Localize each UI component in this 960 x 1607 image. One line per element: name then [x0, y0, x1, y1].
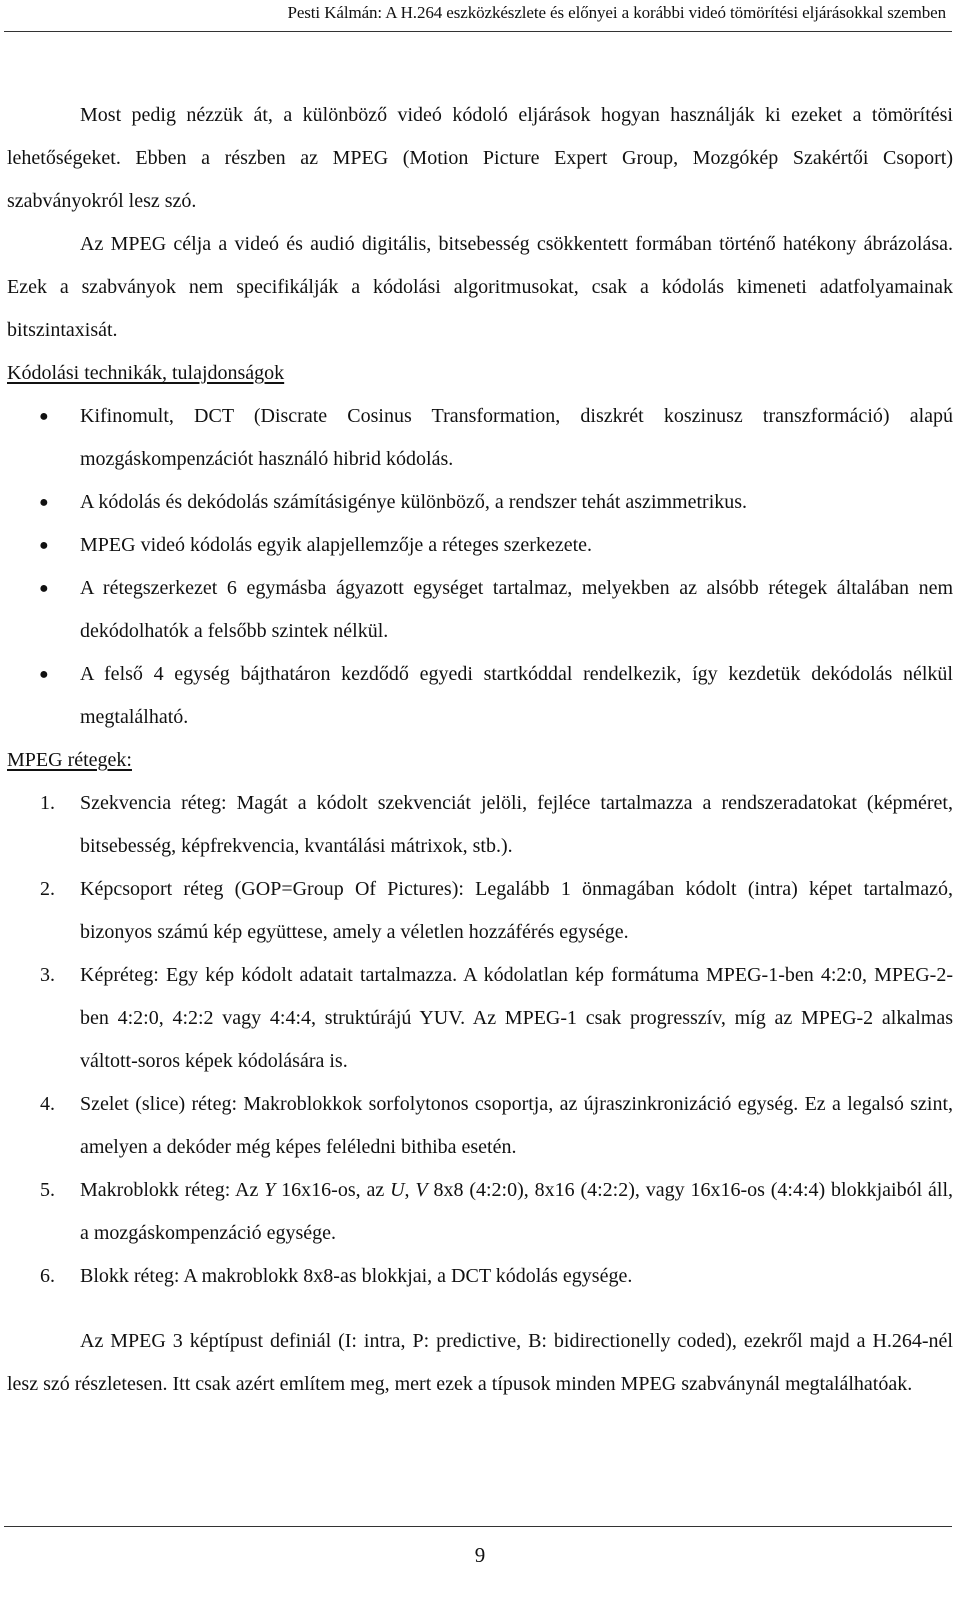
list-item-text: Képcsoport réteg (GOP=Group Of Pictures): Legalább 1 önmagában kódolt (intra) képet tartalmazó, bizonyos számú kép együttese, amely a véletlen hozzáférés egysége.: [80, 878, 953, 943]
list-item: [7, 481, 953, 524]
techniques-list: [7, 395, 953, 739]
list-item: [7, 868, 953, 954]
list-item-text: A rétegszerkezet 6 egymásba ágyazott egységet tartalmaz, melyekben az alsóbb rétegek általában nem dekódolhatók a felsőbb szintek nélkül.: [80, 577, 953, 642]
running-header: Pesti Kálmán: A H.264 eszközkészlete és előnyei a korábbi videó tömörítési eljárásokkal szemben: [287, 3, 946, 22]
list-item: [7, 1083, 953, 1169]
layers-heading: MPEG rétegek:: [7, 749, 132, 771]
list-item: [7, 395, 953, 481]
intro-paragraph-2: Az MPEG célja a videó és audió digitális, bitsebesség csökkentett formában történő hatékony ábrázolása. Ezek a szabványok nem specifikálják a kódolási algoritmusokat, csak a kódolás kimeneti adatfolyamainak bitszintaxisát.: [7, 233, 953, 341]
page-body: [7, 94, 953, 1406]
list-item-text: Kifinomult, DCT (Discrate Cosinus Transformation, diszkrét koszinusz transzformáció) alapú mozgáskompenzációt használó hibrid kódolás.: [80, 405, 953, 470]
list-item: [7, 1169, 953, 1255]
list-item-text: MPEG videó kódolás egyik alapjellemzője a réteges szerkezete.: [80, 534, 593, 556]
list-item: [7, 1255, 953, 1298]
list-item-text: [80, 1179, 953, 1244]
italic-symbol: Y: [264, 1179, 276, 1201]
list-item-number: 2.: [40, 878, 55, 900]
list-item-number: 4.: [40, 1093, 55, 1115]
layers-list: [7, 782, 953, 1298]
list-item-text: Képréteg: Egy kép kódolt adatait tartalmazza. A kódolatlan kép formátuma MPEG-1-ben 4:2:0, MPEG-2-ben 4:2:0, 4:2:2 vagy 4:4:4, struktúrájú YUV. Az MPEG-1 csak progresszív, míg az MPEG-2 alkalmas váltott-soros képek kódolására is.: [80, 964, 953, 1072]
list-item-text: A kódolás és dekódolás számításigénye különböző, a rendszer tehát aszimmetrikus.: [80, 491, 748, 513]
list-item-text: A felső 4 egység bájthatáron kezdődő egyedi startkóddal rendelkezik, így kezdetük dekódolás nélkül megtalálható.: [80, 663, 953, 728]
text-run: 8x8 (4:2:0), 8x16 (4:2:2), vagy 16x16-os (4:4:4) blokkjaiból áll, a mozgáskompenzáció egysége.: [80, 1179, 954, 1244]
list-item-number: 6.: [40, 1265, 55, 1287]
bullet-icon: ●: [39, 580, 49, 597]
paragraph-spacer: [7, 1298, 953, 1320]
techniques-heading: Kódolási technikák, tulajdonságok: [7, 362, 285, 384]
list-item: [7, 567, 953, 653]
list-item-text: Szelet (slice) réteg: Makroblokkok sorfolytonos csoportja, az újraszinkronizáció egység. Ez a legalsó szint, amelyen a dekóder még képes feléledni bithiba esetén.: [80, 1093, 953, 1158]
list-item-number: 1.: [40, 792, 55, 814]
bullet-icon: ●: [39, 666, 49, 683]
list-item-number: 5.: [40, 1179, 55, 1201]
page-number: 9: [474, 1543, 486, 1567]
bullet-icon: ●: [39, 537, 49, 554]
italic-symbol: U: [390, 1179, 405, 1201]
list-item: [7, 782, 953, 868]
list-item-text: Szekvencia réteg: Magát a kódolt szekvenciát jelöli, fejléce tartalmazza a rendszeradatokat (képméret, bitsebesség, képfrekvencia, kvantálási mátrixok, stb.).: [80, 792, 953, 857]
bullet-icon: ●: [39, 494, 49, 511]
header-divider: [4, 31, 952, 32]
intro-paragraph-1: Most pedig nézzük át, a különböző videó kódoló eljárások hogyan használják ki ezeket a tömörítési lehetőségeket. Ebben a részben az MPEG (Motion Picture Expert Group, Mozgókép Szakértői Csoport) szabványokról lesz szó.: [7, 104, 953, 212]
text-run: ,: [404, 1179, 416, 1201]
footer-divider: [4, 1526, 952, 1527]
list-item-number: 3.: [40, 964, 55, 986]
italic-symbol: V: [415, 1179, 428, 1201]
closing-paragraph: Az MPEG 3 képtípust definiál (I: intra, P: predictive, B: bidirectionelly coded), ezekről majd a H.264-nél lesz szó részletesen. Itt csak azért említem meg, mert ezek a típusok minden MPEG szabványnál megtalálhatóak.: [7, 1330, 953, 1395]
text-run: Makroblokk réteg: Az: [80, 1179, 265, 1201]
text-run: 16x16-os, az: [275, 1179, 391, 1201]
list-item: [7, 524, 953, 567]
list-item: [7, 653, 953, 739]
list-item-text: Blokk réteg: A makroblokk 8x8-as blokkjai, a DCT kódolás egysége.: [80, 1265, 633, 1287]
list-item: [7, 954, 953, 1083]
bullet-icon: ●: [39, 408, 49, 425]
